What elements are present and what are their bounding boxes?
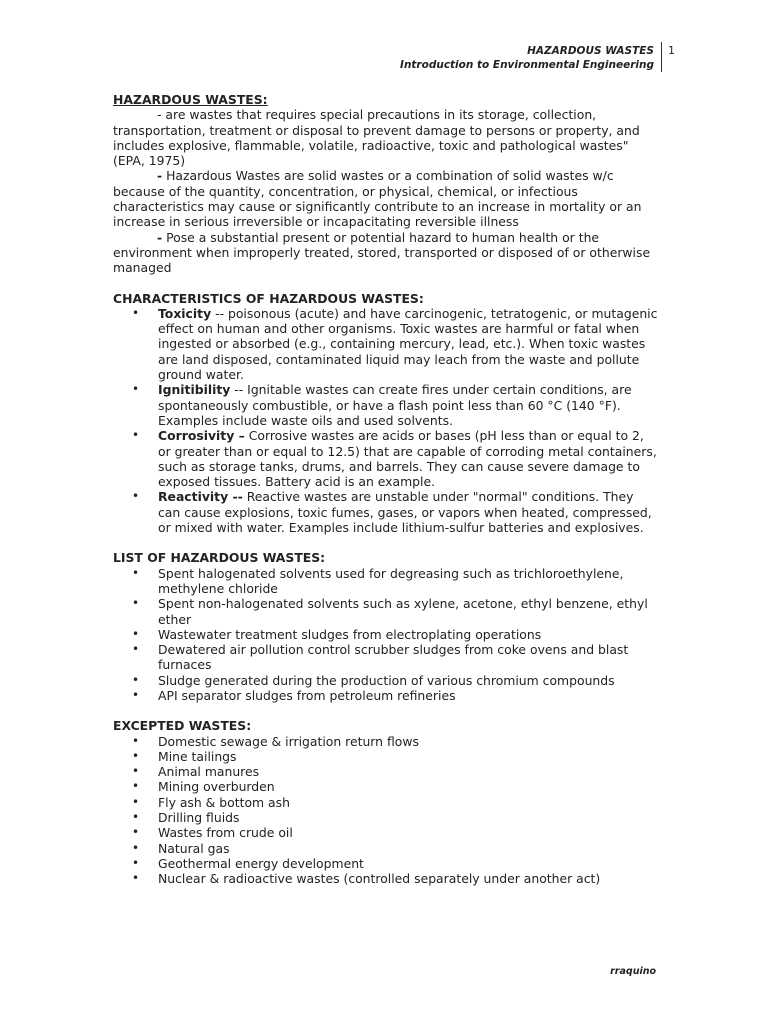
list-item (113, 810, 658, 825)
list-item (113, 856, 658, 871)
page-number: 1 (668, 44, 675, 57)
list-item (113, 795, 658, 810)
bullet-icon: • (132, 565, 140, 580)
page-header (400, 44, 654, 72)
bullet-icon: • (132, 672, 140, 687)
characteristic-text: Reactive wastes are unstable under "normal" conditions. They can cause explosions, toxic fumes, gases, or vapors when heated, compressed, or mixed with water. Examples include lithium-sulfur batteries and explosives. (158, 489, 652, 536)
footer-author: rraquino (610, 966, 656, 977)
characteristic-text: -- poisonous (acute) and have carcinogenic, tetratogenic, or mutagenic effect on human and other organisms. Toxic wastes are harmful or fatal when ingested or absorbed (e.g., containing mercury, lead, etc.). When toxic wastes are land disposed, contaminated liquid may leach from the waste and pollute ground water. (158, 305, 658, 383)
bullet-icon: • (132, 596, 140, 611)
bullet-icon: • (132, 382, 140, 397)
characteristic-text: Corrosive wastes are acids or bases (pH less than or equal to 2, or greater than or equal to 12.5) that are capable of corroding metal containers, such as storage tanks, drums, and barrels. They can cause severe damage to exposed tissues. Battery acid is an example. (158, 428, 657, 490)
bullet-icon: • (132, 733, 140, 748)
list-item (113, 764, 658, 779)
list-item-text: Fly ash & bottom ash (158, 794, 290, 810)
header-title: HAZARDOUS WASTES (527, 45, 654, 57)
list-item-text: Mine tailings (158, 748, 237, 764)
characteristic-item-corrosivity (113, 428, 658, 489)
excepted-title: EXCEPTED WASTES: (113, 718, 252, 734)
list-item (113, 688, 658, 703)
list-item-text: Geothermal energy development (158, 855, 364, 871)
bullet-icon: • (132, 626, 140, 641)
list-item-text: Wastewater treatment sludges from electroplating operations (158, 626, 542, 642)
list-item-text: Sludge generated during the production of various chromium compounds (158, 672, 615, 688)
list-item (113, 566, 658, 597)
bullet-icon: • (132, 794, 140, 809)
bullet-icon: • (132, 687, 140, 702)
list-item (113, 749, 658, 764)
bullet-icon: • (132, 855, 140, 870)
bullet-icon: • (132, 840, 140, 855)
bullet-icon: • (132, 871, 140, 886)
list-item (113, 841, 658, 856)
bullet-icon: • (132, 825, 140, 840)
characteristic-item-ignitibility (113, 382, 658, 428)
list-item-text: Domestic sewage & irrigation return flows (158, 733, 419, 749)
document-body (113, 92, 658, 887)
bullet-icon: • (132, 642, 140, 657)
list-item-text: Natural gas (158, 840, 230, 856)
excepted-wastes-list (113, 734, 658, 887)
list-item (113, 779, 658, 794)
list-item (113, 871, 658, 886)
list-item (113, 596, 658, 627)
characteristic-term: Toxicity (158, 305, 212, 321)
dash: - (157, 168, 163, 184)
bullet-icon: • (132, 764, 140, 779)
characteristic-term: Corrosivity – (158, 428, 245, 444)
characteristic-term: Reactivity -- (158, 489, 243, 505)
list-item-text: Nuclear & radioactive wastes (controlled separately under another act) (158, 871, 601, 887)
list-item-text: Animal manures (158, 764, 260, 780)
hazardous-wastes-list (113, 566, 658, 704)
definition-para-3-text: Pose a substantial present or potential hazard to human health or the environment when improperly treated, stored, transported or disposed of or otherwise managed (113, 229, 651, 276)
definition-para-1: - are wastes that requires special precautions in its storage, collection, transportation, treatment or disposal to prevent damage to persons or property, and includes explosive, flammable, volatile, radioactive, toxic and pathological wastes" (EPA, 1975) (113, 107, 640, 169)
list-item-text: Spent halogenated solvents used for degreasing such as trichloroethylene, methylene chloride (158, 565, 624, 596)
header-subtitle: Introduction to Environmental Engineering (400, 59, 654, 71)
list-item-text: Drilling fluids (158, 810, 240, 826)
dash: - (157, 229, 163, 245)
bullet-icon: • (132, 748, 140, 763)
definition-para-2 (113, 168, 658, 229)
definition-para-3 (113, 230, 658, 276)
characteristic-item-toxicity (113, 306, 658, 382)
list-item-text: API separator sludges from petroleum refineries (158, 687, 456, 703)
list-item-text: Wastes from crude oil (158, 825, 293, 841)
definition-para-2-text: Hazardous Wastes are solid wastes or a combination of solid wastes w/c because of the quantity, concentration, or physical, chemical, or infectious characteristics may cause or significantly contribute to an increase in mortality or an increase in serious irreversible or incapacitating reversible illness (113, 168, 642, 230)
list-item-text: Dewatered air pollution control scrubber sludges from coke ovens and blast furnaces (158, 642, 629, 673)
characteristic-item-reactivity (113, 489, 658, 535)
list-item-text: Spent non-halogenated solvents such as xylene, acetone, ethyl benzene, ethyl ether (158, 596, 648, 627)
list-item (113, 825, 658, 840)
characteristics-list (113, 306, 658, 535)
list-title: LIST OF HAZARDOUS WASTES: (113, 550, 326, 566)
bullet-icon: • (132, 305, 140, 320)
bullet-icon: • (132, 428, 140, 443)
bullet-icon: • (132, 779, 140, 794)
list-item (113, 673, 658, 688)
bullet-icon: • (132, 810, 140, 825)
definition-title: HAZARDOUS WASTES: (113, 92, 268, 107)
list-item (113, 627, 658, 642)
characteristic-text: -- Ignitable wastes can create fires under certain conditions, are spontaneously combustible, or have a flash point less than 60 °C (140 °F). Examples include waste oils and used solvents. (158, 382, 632, 428)
list-item (113, 642, 658, 673)
list-item-text: Mining overburden (158, 779, 275, 795)
characteristics-title: CHARACTERISTICS OF HAZARDOUS WASTES: (113, 290, 424, 306)
bullet-icon: • (132, 489, 140, 504)
characteristic-term: Ignitibility (158, 382, 231, 398)
header-divider (661, 42, 662, 72)
list-item (113, 734, 658, 749)
